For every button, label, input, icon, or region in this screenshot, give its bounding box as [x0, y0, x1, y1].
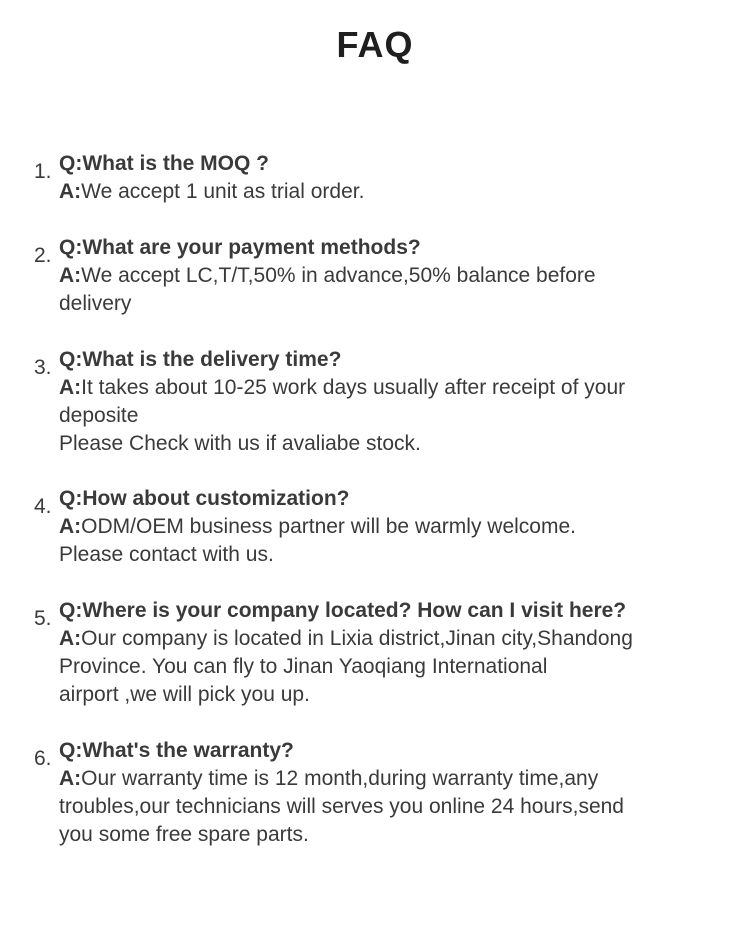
answer-text: Our company is located in Lixia district,Jinan city,Shandong — [81, 627, 633, 650]
faq-number: 2. — [34, 244, 52, 267]
answer-text: We accept 1 unit as trial order. — [81, 180, 365, 203]
answer-line — [59, 625, 729, 653]
answer-prefix: A: — [59, 627, 82, 650]
answer-line: Please Check with us if avaliabe stock. — [59, 432, 421, 455]
answer-line: delivery — [59, 292, 132, 315]
faq-answer — [59, 625, 729, 709]
answer-line — [59, 178, 729, 206]
answer-text: We accept LC,T/T,50% in advance,50% balance before — [81, 264, 596, 287]
answer-line: you some free spare parts. — [59, 823, 309, 846]
answer-prefix: A: — [59, 376, 82, 399]
faq-number: 4. — [34, 495, 52, 518]
answer-line: Please contact with us. — [59, 543, 274, 566]
faq-question: Q:What's the warranty? — [59, 739, 294, 762]
answer-line: airport ,we will pick you up. — [59, 683, 310, 706]
answer-text: ODM/OEM business partner will be warmly welcome. — [81, 515, 576, 538]
faq-number: 5. — [34, 607, 52, 630]
answer-line — [59, 513, 729, 541]
answer-line — [59, 765, 729, 793]
answer-text: Our warranty time is 12 month,during warranty time,any — [81, 767, 599, 790]
page-title: FAQ — [336, 24, 414, 65]
faq-question: Q:What is the MOQ ? — [59, 152, 269, 175]
faq-answer — [59, 765, 729, 849]
answer-text: It takes about 10-25 work days usually after receipt of your — [81, 376, 626, 399]
faq-number: 1. — [34, 160, 52, 183]
answer-line: troubles,our technicians will serves you online 24 hours,send — [59, 795, 624, 818]
faq-question: Q:What are your payment methods? — [59, 236, 421, 259]
answer-line — [59, 374, 729, 402]
faq-number: 6. — [34, 747, 52, 770]
faq-question: Q:What is the delivery time? — [59, 348, 342, 371]
answer-prefix: A: — [59, 515, 82, 538]
faq-answer — [59, 374, 729, 458]
faq-number: 3. — [34, 356, 52, 379]
answer-prefix: A: — [59, 264, 82, 287]
faq-question: Q:Where is your company located? How can I visit here? — [59, 599, 627, 622]
answer-prefix: A: — [59, 767, 82, 790]
answer-line: Province. You can fly to Jinan Yaoqiang International — [59, 655, 548, 678]
answer-prefix: A: — [59, 180, 82, 203]
faq-answer — [59, 513, 729, 569]
faq-answer — [59, 262, 729, 318]
faq-question: Q:How about customization? — [59, 487, 350, 510]
answer-line: deposite — [59, 404, 139, 427]
faq-answer — [59, 178, 729, 206]
answer-line — [59, 262, 729, 290]
